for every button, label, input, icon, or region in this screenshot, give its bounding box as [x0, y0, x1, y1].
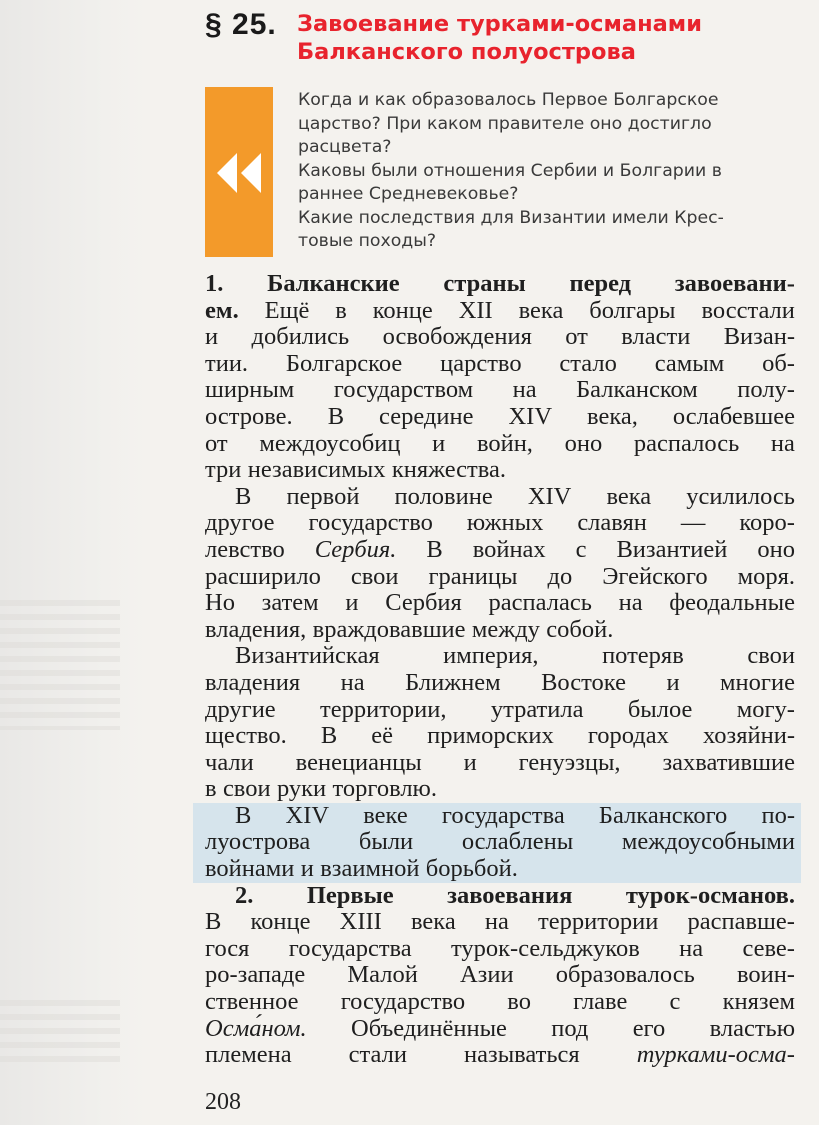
word: государство [340, 988, 466, 1016]
word: XIV [285, 801, 330, 829]
word: Востоке [541, 668, 626, 696]
bleed-through-text [0, 600, 120, 730]
word: — [680, 509, 706, 537]
word: полу- [737, 376, 795, 404]
word: государства [441, 801, 565, 829]
text-line [205, 962, 795, 989]
word: стало [559, 349, 617, 377]
word: на [770, 429, 795, 457]
word: усилилось [686, 482, 795, 510]
summary-line [193, 856, 801, 883]
text-line [205, 510, 795, 537]
summary-line [193, 803, 801, 830]
text-line [205, 431, 795, 458]
text-line [205, 883, 795, 910]
question-line: раннее Средневековье? [298, 184, 519, 204]
word: войнах [472, 535, 546, 563]
word: владения [205, 668, 301, 696]
recall-questions-tab [205, 87, 273, 257]
text-line [205, 750, 795, 777]
word: севе- [742, 934, 795, 962]
text-line [205, 989, 795, 1016]
word: властью [709, 1014, 795, 1042]
word: междоусобными [621, 828, 795, 856]
word: ослабевшее [672, 402, 795, 430]
word: ширным [205, 376, 295, 404]
section-number: § 25. [205, 8, 277, 41]
text-line [205, 723, 795, 750]
text-line [205, 776, 795, 803]
word: освобождения [382, 323, 532, 351]
word: 1. [205, 270, 224, 297]
word: В [327, 402, 345, 430]
word: государством [333, 376, 474, 404]
word: распалось [633, 429, 740, 457]
word: Эгейского [602, 562, 708, 590]
word: чали [205, 748, 254, 776]
word: князем [722, 988, 795, 1016]
word: три [205, 456, 242, 484]
word: княжества. [391, 456, 507, 484]
word: утратила [490, 695, 584, 723]
text-line [205, 909, 795, 936]
word: турок-сельджуков [451, 934, 640, 962]
word: завоевани- [674, 270, 795, 297]
section-title [297, 10, 797, 66]
word: века [518, 296, 564, 324]
word: феодальные [669, 589, 795, 617]
word: руки [276, 775, 327, 803]
word: потеряв [602, 642, 684, 670]
word: от [565, 323, 588, 351]
word: войн, [476, 429, 533, 457]
word: 2. [235, 881, 254, 909]
double-left-arrow-icon [217, 153, 261, 193]
word: турками-осма- [636, 1041, 795, 1069]
word: XIV [508, 402, 553, 430]
text-line [205, 351, 795, 378]
word: луострова [205, 828, 311, 856]
word: враждовавшие [312, 615, 466, 643]
text-line [205, 457, 795, 484]
word: славян [577, 509, 647, 537]
word: века, [587, 402, 638, 430]
word: распалась [488, 589, 592, 617]
word: территории [538, 908, 659, 936]
word: Болгарское [285, 349, 403, 377]
section-title-line: Завоевание турками-османами [297, 11, 702, 37]
question-line: Когда и как образовалось Первое Болгарское [298, 90, 719, 110]
word: и [432, 429, 446, 457]
word: века [606, 482, 652, 510]
word: свои [222, 775, 271, 803]
word: границы [428, 562, 518, 590]
text-line [205, 936, 795, 963]
word: Византией [616, 535, 728, 563]
word: в [205, 775, 217, 803]
word: и [300, 855, 314, 883]
word: Визан- [723, 323, 795, 351]
word: Сербия. [314, 535, 397, 563]
word: с [669, 988, 681, 1016]
word: Балканские [267, 270, 400, 297]
text-line [205, 617, 795, 644]
word: главе [573, 988, 628, 1016]
word: государство [308, 509, 433, 537]
word: государства [288, 934, 412, 962]
text-line [205, 670, 795, 697]
word: междоусобиц [259, 429, 401, 457]
word: В [426, 535, 443, 563]
word: образовалось [555, 961, 695, 989]
question-line: царство? При каком правителе оно достигло [298, 113, 712, 134]
word: первой [286, 482, 360, 510]
word: власти [621, 323, 691, 351]
word: щество. [205, 722, 287, 750]
word: генуэзцы, [518, 748, 621, 776]
word: Ближнем [405, 668, 501, 696]
word: царство [440, 349, 522, 377]
summary-line [193, 829, 801, 856]
word: Балканского [598, 801, 728, 829]
word: между [471, 615, 540, 643]
word: ем. [205, 296, 239, 324]
text-line [205, 564, 795, 591]
word: восстали [701, 296, 795, 324]
page-number: 208 [205, 1089, 241, 1115]
word: добились [251, 323, 350, 351]
word: были [358, 828, 414, 856]
word: другое [205, 509, 275, 537]
page-gutter-shadow [0, 0, 150, 1125]
word: его [632, 1014, 666, 1042]
word: свои [350, 562, 399, 590]
text-line [205, 298, 795, 325]
word: городах [587, 722, 669, 750]
word: на [679, 934, 704, 962]
question-line: товые походы? [298, 231, 437, 251]
question-line: Каковы были отношения Сербии и Болгарии в [298, 160, 722, 181]
word: моря. [737, 562, 795, 590]
word: XIV [527, 482, 572, 510]
word: на [484, 908, 509, 936]
word: независимых [247, 456, 386, 484]
word: веке [363, 801, 408, 829]
word: болгары [589, 296, 676, 324]
word: былое [627, 695, 693, 723]
word: века [411, 908, 456, 936]
word: территории, [320, 695, 447, 723]
word: на [618, 589, 643, 617]
bleed-through-text [0, 1000, 120, 1070]
text-line [205, 484, 795, 511]
word: конце [250, 908, 311, 936]
word: приморских [427, 722, 554, 750]
word: оно [564, 429, 603, 457]
word: страны [443, 270, 526, 297]
text-line [205, 697, 795, 724]
word: об- [762, 349, 795, 377]
word: до [547, 562, 573, 590]
word: Сербия [385, 589, 462, 617]
word: перед [569, 270, 632, 297]
word: самым [654, 349, 725, 377]
word: венецианцы [295, 748, 422, 776]
word: ственное [205, 988, 299, 1016]
word: Но [205, 589, 235, 617]
word: войнами [205, 855, 295, 883]
word: воин- [736, 961, 795, 989]
word: борьбой. [425, 855, 518, 883]
word: называться [464, 1041, 580, 1069]
word: Объединённые [351, 1014, 507, 1042]
question-line: расцвета? [298, 137, 392, 157]
word: могу- [736, 695, 795, 723]
recall-questions [298, 89, 798, 254]
section-title-line: Балканского полуострова [297, 39, 636, 65]
text-line [205, 1016, 795, 1043]
word: острове. [205, 402, 293, 430]
word: империя, [443, 642, 539, 670]
word: В [235, 482, 252, 510]
word: владения, [205, 615, 307, 643]
word: многие [720, 668, 795, 696]
word: Осма́ном. [205, 1014, 307, 1042]
word: и [666, 668, 680, 696]
word: середине [379, 402, 474, 430]
word: В [235, 801, 252, 829]
question-line: Какие последствия для Византии имели Крес- [298, 207, 724, 228]
text-line [205, 271, 795, 298]
word: торговлю. [332, 775, 437, 803]
text-line [205, 1042, 795, 1069]
word: XII [458, 296, 493, 324]
word: коро- [739, 509, 795, 537]
word: ро-западе [205, 961, 306, 989]
word: Ещё [264, 296, 310, 324]
text-line [205, 590, 795, 617]
word: взаимной [320, 855, 420, 883]
word: конце [372, 296, 433, 324]
text-line [205, 643, 795, 670]
word: собой. [546, 615, 614, 643]
word: стали [348, 1041, 407, 1069]
word: В [205, 908, 222, 936]
text-line [205, 537, 795, 564]
body-text [205, 271, 795, 1069]
word: и [463, 748, 477, 776]
word: Византийская [235, 642, 380, 670]
word: хозяйни- [702, 722, 795, 750]
word: турок-османов. [625, 881, 795, 909]
word: половине [394, 482, 493, 510]
word: гося [205, 934, 250, 962]
word: во [507, 988, 531, 1016]
word: на [512, 376, 537, 404]
word: распавше- [687, 908, 795, 936]
word: Балканском [576, 376, 698, 404]
text-line [205, 324, 795, 351]
word: расширило [205, 562, 321, 590]
word: с [575, 535, 587, 563]
word: южных [466, 509, 544, 537]
word: оно [757, 535, 795, 563]
word: левство [205, 535, 285, 563]
word: Первые [306, 881, 394, 909]
word: в [335, 296, 347, 324]
word: от [205, 429, 228, 457]
word: XIII [339, 908, 382, 936]
word: завоевания [447, 881, 573, 909]
word: Малой [347, 961, 418, 989]
word: ослаблены [461, 828, 574, 856]
word: и [205, 323, 219, 351]
word: захватившие [662, 748, 795, 776]
word: тии. [205, 349, 249, 377]
word: под [551, 1014, 589, 1042]
text-line [205, 404, 795, 431]
word: и [345, 589, 359, 617]
word: Азии [459, 961, 514, 989]
text-line [205, 377, 795, 404]
word: её [371, 722, 393, 750]
word: племена [205, 1041, 292, 1069]
word: свои [747, 642, 795, 670]
word: В [320, 722, 338, 750]
word: другие [205, 695, 276, 723]
word: на [340, 668, 365, 696]
word: затем [261, 589, 319, 617]
word: по- [761, 801, 795, 829]
